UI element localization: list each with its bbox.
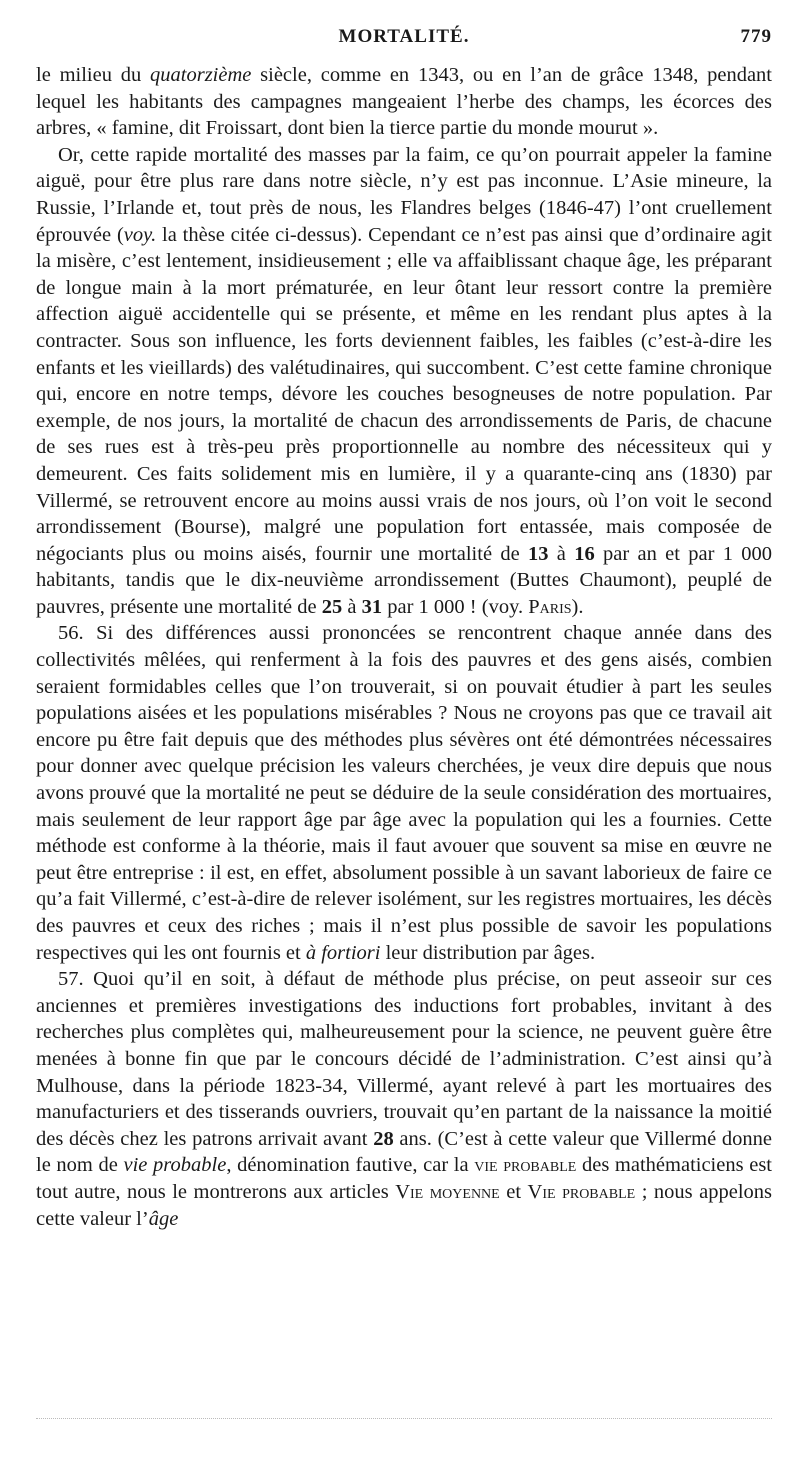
text-run: par 1 000 ! (voy. — [382, 595, 529, 618]
body-text — [36, 62, 772, 1232]
emphasis: vie probable — [123, 1154, 227, 1177]
figure-number: 28 — [373, 1127, 394, 1150]
emphasis: quatorzième — [150, 64, 252, 86]
text-run: ; nous appelons cette valeur l’ — [36, 1180, 773, 1230]
running-title: MORTALITÉ. — [338, 26, 470, 47]
text-run: siècle, comme en 1343, ou en l’an de grâce 1348, pendant lequel les habitants des campagnes mangeaient l’herbe des champs, les écorces des arbres, « famine, dit Froissart, dont bien la tierce partie du monde mourut ». — [36, 64, 772, 140]
text-run: à — [342, 595, 362, 618]
figure-number: 31 — [361, 595, 383, 618]
figure-number: 25 — [321, 595, 343, 618]
small-caps-reference: Vie probable — [527, 1180, 636, 1203]
small-caps-reference: Paris — [528, 595, 572, 618]
small-caps-reference: Vie moyenne — [395, 1180, 500, 1203]
figure-number: 16 — [574, 542, 595, 565]
text-run: 56. Si des différences aussi prononcées se rencontrent chaque année dans des collectivités mêlées, qui renferment à la fois des pauvres et des gens aisés, combien seraient formidables celles que l’on trouverait, si on pouvait étudier à part les seules populations aisées et les populations misérables ? Nous ne croyons pas que ce travail ait encore pu être fait depuis que des méthodes plus sévères ont été démontrées nécessaires pour donner avec quelque précision les valeurs cherchées, je veux dire depuis que nous avons prouvé que la mortalité ne peut se déduire de la seule considération des mortuaires, mais seulement de leur rapport âge par âge avec la population qui les a fournies. Cette méthode est conforme à la théorie, mais il faut avouer que souvent sa mise en œuvre ne peut être entreprise : il est, en effet, absolument possible à un savant laborieux de faire ce qu’a fait Villermé, c’est-à-dire de relever isolément, sur les registres mortuaires, les décès des pauvres et ceux des riches ; mais il n’est plus possible de savoir les populations respectives qui les ont fournis et — [36, 622, 772, 964]
bottom-rule — [36, 1418, 772, 1420]
text-run: ). — [571, 595, 584, 618]
figure-number: 13 — [528, 542, 549, 565]
text-run: , dénomination fautive, car la — [226, 1154, 475, 1177]
page-header — [36, 26, 772, 56]
text-run: le milieu du — [36, 64, 151, 86]
paragraph-famine — [36, 142, 772, 621]
paragraph-57 — [36, 966, 772, 1232]
text-run: leur distribution par âges. — [380, 941, 596, 964]
text-run: Or, cette rapide mortalité des masses par la faim, ce qu’on pourrait appeler la famine aiguë, pour être plus rare dans notre siècle, n’y est pas inconnue. L’Asie mineure, la Russie, l’Irlande et, tout près de nous, les Flandres belges (1846-47) l’ont cruellement éprouvée ( — [36, 143, 772, 246]
paragraph-56 — [36, 620, 772, 966]
text-run: et — [499, 1180, 528, 1203]
text-run: ans. (C’est à cette valeur que Villermé donne le nom de — [36, 1127, 773, 1177]
text-run: des mathématiciens est tout autre, nous le montrerons aux articles — [36, 1154, 772, 1203]
text-run: à — [548, 542, 575, 565]
text-run: 57. Quoi qu’il en soit, à défaut de méthode plus précise, on peut asseoir sur ces anciennes et premières investigations des inductions fort probables, invitant à des recherches plus complètes qui, malheureusement pour la science, ne peuvent guère être menées à bonne fin que par le concours décidé de l’administration. C’est ainsi qu’à Mulhouse, dans la période 1823-34, Villermé, ayant relevé à part les mortuaires des manufacturiers et des tisserands ouvriers, trouvait qu’en partant de la naissance la moitié des décès chez les patrons arrivait avant — [36, 968, 772, 1150]
text-run: la thèse citée ci-dessus). Cependant ce n’est pas ainsi que d’ordinaire agit la misère, c’est lentement, insidieusement ; elle va affaiblissant chaque âge, les préparant de longue main à la mort prématurée, en leur ôtant leur ressort contre la première affection aiguë accidentelle qui se présente, et même en les rendant plus aptes à la contracter. Sous son influence, les forts deviennent faibles, les faibles (c’est-à-dire les enfants et les vieillards) des valétudinaires, qui succombent. C’est cette famine chronique qui, encore en notre temps, dévore les couches besogneuses de notre population. Par exemple, de nos jours, la mortalité de chacun des arrondissements de Paris, de chacune de ses rues est à très-peu près proportionnelle au nombre des nécessiteux qui y demeurent. Ces faits solidement mis en lumière, il y a quarante-cinq ans (1830) par Villermé, se retrouvent encore au moins aussi vrais de nos jours, où l’on voit le second arrondissement (Bourse), malgré une population fort entassée, mais composée de négociants plus ou moins aisés, fournir une mortalité de — [36, 223, 773, 565]
page-number: 779 — [740, 26, 772, 47]
emphasis: voy. — [123, 223, 157, 246]
text-run: par an et par 1 000 habitants, tandis que le dix-neuvième arrondissement (Buttes Chaumont), peuplé de pauvres, présente une mortalité de — [36, 542, 772, 618]
emphasis: âge — [148, 1207, 179, 1230]
emphasis: à fortiori — [305, 941, 381, 964]
paragraph-continuation — [36, 62, 772, 142]
small-caps-reference: vie probable — [474, 1154, 577, 1177]
